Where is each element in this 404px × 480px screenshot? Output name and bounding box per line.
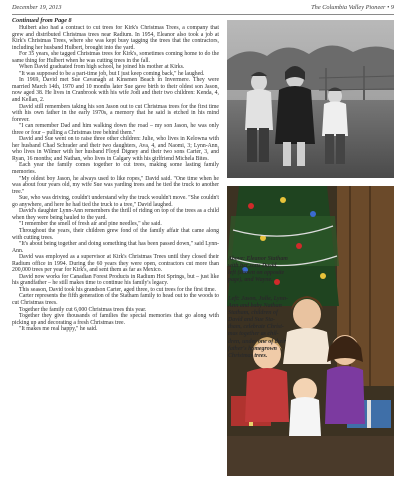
article-paragraph: "I remember the smell of fresh air and pine needles," she said.	[19, 221, 162, 228]
article-paragraph: David now works for Canadian Forest Products in Radium Hot Springs, but – just like his grandfather – he still makes time to continue his family's legacy.	[12, 273, 219, 287]
article-paragraph: David still remembers taking his son Jason out to cut Christmas trees for the first time with his own father in the early 1970s, a memory that he said is etched in his mind forever.	[12, 103, 219, 123]
continued-label: Continued from Page 8	[12, 17, 72, 24]
article-paragraph: "My oldest boy Jason, he always used to like ropes," David said. "One time when he was about four years old, my wife Sue was yarding trees and he tied the truck to another tree."	[12, 175, 219, 195]
article-body	[12, 25, 219, 480]
article-paragraph: Hulbert also had a contract to cut trees for Kirk's Christmas Trees, a company that grew and distributed Christmas trees near Radium. In 1954, Eleanor also took a job at Kirk's Christmas Trees, where she was kept busy tagging the trees that the contractors, including her husband Hulbert, brought into the yard.	[12, 25, 219, 51]
article-paragraph: For 35 years, she tagged Christmas trees for Kirk's, sometimes coming home to do the same thing for Hulbert when he was cutting trees in the fall.	[12, 51, 219, 64]
publication-name: The Columbia Valley Pioneer • 9	[311, 4, 394, 11]
article-paragraph: David was employed as a supervisor at Kirk's Christmas Trees until they closed their Radium office in 1994. During the 60 years they were open, contractors cut more than 200,000 trees per year for Kirk's, and sent them as far as Mexico.	[12, 254, 219, 274]
caption-photo-left-text: Left: Jason, Julie, Lynn- Ann and baby Nathan Statham, children of David and Sue Sta- tham, celebrate Christ- mas together as chil- dren, under one of their father's homegrown Christmas trees.	[228, 296, 289, 359]
article-paragraph: "It makes me real happy," he said.	[19, 326, 98, 333]
article-paragraph: "I can remember Dad and him walking down the road – my son Jason, he was only three or four – pulling a Christmas tree behind them."	[12, 123, 219, 136]
issue-date: December 19, 2013	[12, 4, 62, 11]
photo-mother-and-sons	[227, 20, 394, 178]
article-paragraph: Each year the family comes together to cut trees, making some lasting family memories.	[12, 162, 219, 176]
article-paragraph: This season, David took his grandson Carter, aged three, to cut trees for the first time.	[19, 286, 216, 293]
article-paragraph: Carter represents the fifth generation of the Statham family to head out to the woods to cut Christmas trees.	[12, 293, 219, 306]
caption-photo-above-text: Above: Eleanor Statham with her sons David, left (shown on opposite page), and Wayne.	[228, 256, 288, 284]
photo-mother-and-sons-image	[227, 20, 394, 178]
article-paragraph: In 1969, David met Sue Cavanagh at Kinsmen Beach in Invermere. They were married March 14th, 1970 and 10 months later Sue gave birth to their oldest son Jason, now aged 38. He lives in Cranbrook with his wife Jodi and their two children: Kenda, 4, and Kellan, 2.	[12, 77, 219, 104]
article-paragraph: When David graduated from high school, he joined his mother at Kirks.	[19, 64, 185, 71]
article-paragraph: "It was supposed to be a part-time job, but I just keep coming back," he laughed.	[19, 70, 205, 77]
article-paragraph: Together they give thousands of families the special memories that go along with picking up and decorating a fresh Christmas tree.	[12, 313, 219, 326]
article-paragraph: Sue, who was driving, couldn't understand why the truck wouldn't move. "She couldn't go anywhere, and here he had tied the truck to a tree," David laughed.	[12, 195, 219, 208]
article-paragraph: Together the family cut 6,000 Christmas trees this year.	[19, 306, 147, 313]
article-paragraph: Throughout the years, their children grew fond of the family affair that came along with cutting trees.	[12, 227, 219, 241]
caption-photo-left	[228, 296, 398, 360]
caption-photo-above	[228, 256, 398, 284]
header-rule	[12, 14, 394, 15]
article-paragraph: David and Sue went on to raise three other children: Julie, who lives in Kelowna with her husband Chad Schrader and their two daughters, Ava, 4, and Naomi, 3; Lynn-Ann, who lives in Wilmer with her husband Floyd Digney and their two sons Carter, 3, and Ryan, 16 months; and Nathan, who lives in Calgary with his girlfriend Michela Bites.	[12, 136, 219, 162]
article-paragraph: David's daughter Lynn-Ann remembers the thrill of riding on top of the trees as a child when they were being hauled to the yard.	[12, 208, 219, 221]
article-paragraph: "It's about being together and doing something that has been passed down," said Lynn-Ann.	[12, 241, 219, 254]
